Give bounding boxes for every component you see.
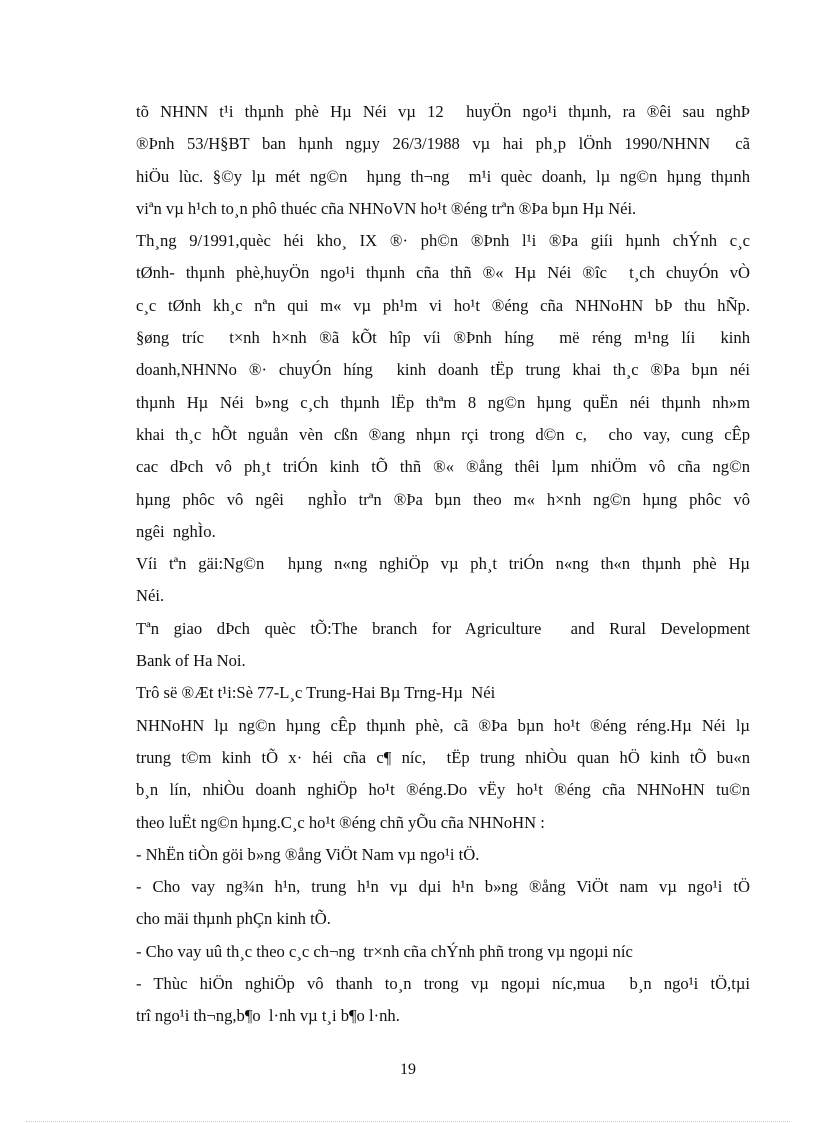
- text-line: thµnh Hµ Néi b»ng c¸ch thµnh lËp thªm 8 ng©n hµng quËn néi thµnh nh»m: [136, 392, 750, 412]
- text-line: b¸n lín, nhiÒu doanh nghiÖp ho¹t ®éng.Do vËy ho¹t ®éng cña NHNoHN tu©n: [136, 780, 750, 800]
- page-number: 19: [400, 1061, 416, 1078]
- text-line: - Thùc hiÖn nghiÖp vô thanh to¸n trong vµ ngoµi níc,mua b¸n ngo¹i tÖ,tµi: [136, 974, 750, 994]
- paragraph-activity-deposits: [136, 839, 750, 871]
- text-line: hiÖu lùc. §©y lµ mét ng©n hµng th¬ng m¹i quèc doanh, lµ ng©n hµng thµnh: [136, 166, 750, 186]
- text-line: khai th¸c hÕt nguån vèn cßn ®ang nhµn rçi trong d©n c, cho vay, cung cÊp: [136, 424, 750, 444]
- text-line: theo luËt ng©n hµng.C¸c ho¹t ®éng chñ yÕu cña NHNoHN :: [136, 812, 545, 832]
- text-line: Trô së ®Æt t¹i:Sè 77-L¸c Trung-Hai Bµ Trng-Hµ Néi: [136, 683, 496, 703]
- text-line: c¸c tØnh kh¸c nªn qui m« vµ ph¹m vi ho¹t ®éng cña NHNoHN bÞ thu hÑp.: [136, 295, 750, 315]
- text-line: cho mäi thµnh phÇn kinh tÕ.: [136, 909, 331, 929]
- paragraph-reorganization: [136, 225, 750, 548]
- text-line: - Cho vay uû th¸c theo c¸c ch¬ng tr×nh cña chÝnh phñ trong vµ ngoµi níc: [136, 941, 633, 961]
- text-line: Víi tªn gäi:Ng©n hµng n«ng nghiÖp vµ ph¸t triÓn n«ng th«n thµnh phè Hµ: [136, 554, 750, 574]
- paragraph-overview: [136, 710, 750, 839]
- text-line: §øng tríc t×nh h×nh ®ã kÕt hîp víi ®Þnh híng më réng m¹ng líi kinh: [136, 328, 750, 348]
- page-bottom-divider: [26, 1121, 790, 1122]
- text-line: tØnh- thµnh phè,huyÖn ngo¹i thµnh cña thñ ®« Hµ Néi ®îc t¸ch chuyÓn vÒ: [136, 263, 750, 283]
- text-line: ngêi nghÌo.: [136, 521, 216, 541]
- text-line: NHNoHN lµ ng©n hµng cÊp thµnh phè, cã ®Þa bµn ho¹t ®éng réng.Hµ Néi lµ: [136, 715, 750, 735]
- text-line: trung t©m kinh tÕ x· héi cña c¶ níc, tËp trung nhiÒu quan hÖ kinh tÕ bu«n: [136, 747, 750, 767]
- text-line: Bank of Ha Noi.: [136, 651, 246, 671]
- paragraph-headquarters: [136, 677, 750, 709]
- text-line: - NhËn tiÒn göi b»ng ®ång ViÖt Nam vµ ngo¹i tÖ.: [136, 844, 480, 864]
- paragraph-full-name: [136, 548, 750, 613]
- text-line: Néi.: [136, 586, 165, 606]
- text-line: - Cho vay ng¾n h¹n, trung h¹n vµ dµi h¹n b»ng ®ång ViÖt nam vµ ngo¹i tÖ: [136, 877, 750, 897]
- text-line: viªn vµ h¹ch to¸n phô thuéc cña NHNoVN ho¹t ®éng trªn ®Þa bµn Hµ Néi.: [136, 198, 637, 218]
- text-line: ®Þnh 53/H§BT ban hµnh ngµy 26/3/1988 vµ hai ph¸p lÖnh 1990/NHNN cã: [136, 134, 750, 154]
- paragraph-history: [136, 96, 750, 225]
- text-line: hµng phôc vô ngêi nghÌo trªn ®Þa bµn theo m« h×nh ng©n hµng phôc vô: [136, 489, 750, 509]
- text-line: cac dÞch vô ph¸t triÓn kinh tÕ thñ ®« ®ång thêi lµm nhiÖm vô cña ng©n: [136, 457, 750, 477]
- text-line: Tªn giao dÞch quèc tÕ:The branch for Agriculture and Rural Development: [136, 618, 750, 638]
- text-line: doanh,NHNNo ®· chuyÓn híng kinh doanh tËp trung khai th¸c ®Þa bµn néi: [136, 360, 750, 380]
- text-line: trî ngo¹i th¬ng,b¶o l·nh vµ t¸i b¶o l·nh.: [136, 1006, 400, 1026]
- text-line: tõ NHNN t¹i thµnh phè Hµ Néi vµ 12 huyÖn ngo¹i thµnh, ra ®êi sau nghÞ: [136, 102, 750, 121]
- paragraph-activity-loans: [136, 871, 750, 936]
- paragraph-activity-entrusted: [136, 936, 750, 968]
- text-line: Th¸ng 9/1991,quèc héi kho¸ IX ®· ph©n ®Þnh l¹i ®Þa giíi hµnh chÝnh c¸c: [136, 231, 750, 251]
- body-text: [136, 96, 750, 1033]
- paragraph-international-name: [136, 613, 750, 678]
- paragraph-activity-payments: [136, 968, 750, 1033]
